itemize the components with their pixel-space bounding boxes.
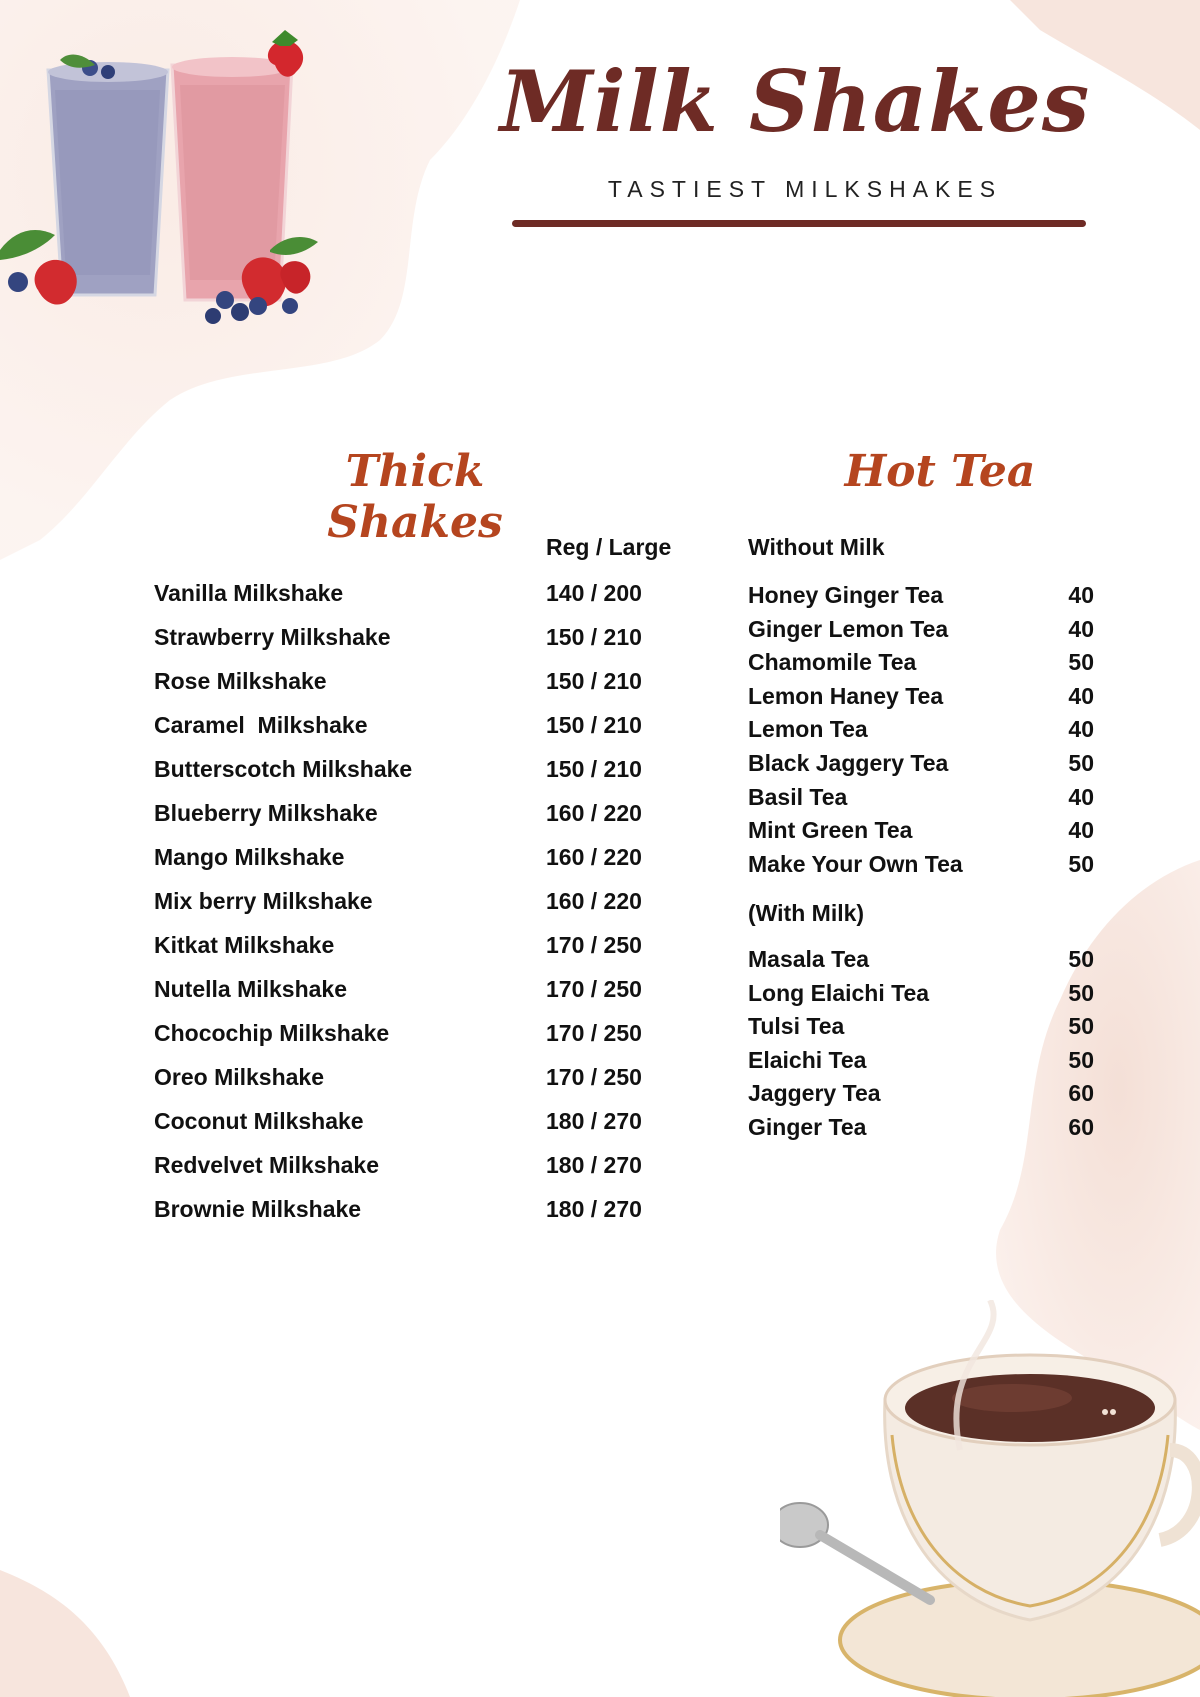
item-name: Black Jaggery Tea [748,749,949,776]
menu-item [748,980,1098,1014]
size-column-header: Reg / Large [546,534,672,560]
item-name: Strawberry Milkshake [154,624,391,650]
item-name: Long Elaichi Tea [748,979,930,1006]
menu-item [154,1020,694,1064]
page-title: Milk Shakes [499,52,1091,151]
menu-item [154,800,694,844]
item-name: Ginger Tea [748,1113,867,1140]
menu-item [154,932,694,976]
item-price: 40 [1068,716,1094,743]
item-price: 180 / 270 [546,1152,642,1178]
item-price: 170 / 250 [546,1020,642,1046]
without-milk-header: Without Milk [748,534,885,560]
menu-item [154,712,694,756]
item-name: Lemon Tea [748,716,868,743]
tea-cup-image [780,1300,1200,1697]
item-price: 40 [1068,783,1094,810]
item-price: 140 / 200 [546,580,642,606]
menu-item [748,784,1098,818]
item-price: 40 [1068,615,1094,642]
item-price: 40 [1068,582,1094,608]
item-name: Ginger Lemon Tea [748,615,949,642]
item-name: Mix berry Milkshake [154,888,373,914]
menu-item [748,616,1098,650]
item-price: 170 / 250 [546,976,642,1002]
item-name: Honey Ginger Tea [748,582,944,608]
menu-item [154,1064,694,1108]
page-subtitle: TASTIEST MILKSHAKES [607,176,1003,202]
item-name: Redvelvet Milkshake [154,1152,380,1178]
item-price: 40 [1068,817,1094,844]
menu-item [748,817,1098,851]
item-price: 50 [1068,850,1094,877]
menu-item [748,1013,1098,1047]
tea-without-milk-list [748,582,1098,884]
item-name: Mint Green Tea [748,817,913,844]
item-price: 180 / 270 [546,1196,642,1222]
tea-with-milk-list [748,946,1098,1148]
menu-item [154,844,694,888]
menu-item [748,750,1098,784]
item-name: Chocochip Milkshake [154,1020,390,1046]
item-price: 60 [1068,1113,1094,1140]
item-name: Jaggery Tea [748,1080,881,1107]
item-price: 150 / 210 [546,624,642,650]
menu-item [748,1080,1098,1114]
item-name: Kitkat Milkshake [154,932,335,958]
item-name: Lemon Haney Tea [748,682,944,709]
thick-shakes-title: Thick Shakes [327,446,503,548]
item-price: 50 [1068,749,1094,776]
menu-item [154,1108,694,1152]
menu-item [748,716,1098,750]
item-price: 40 [1068,682,1094,709]
item-price: 50 [1068,1013,1094,1040]
title-divider [512,220,1086,227]
item-price: 50 [1068,946,1094,972]
menu-item [748,851,1098,885]
menu-item [748,649,1098,683]
menu-item [154,624,694,668]
item-price: 150 / 210 [546,756,642,782]
item-price: 50 [1068,1046,1094,1073]
item-name: Mango Milkshake [154,844,345,870]
hot-tea-title: Hot Tea [844,446,1036,497]
thick-shakes-list [154,580,694,1240]
menu-item [154,1196,694,1240]
item-name: Tulsi Tea [748,1013,845,1040]
item-name: Butterscotch Milkshake [154,756,413,782]
item-price: 150 / 210 [546,668,642,694]
item-price: 170 / 250 [546,1064,642,1090]
menu-item [154,580,694,624]
menu-item [748,946,1098,980]
menu-item [748,1114,1098,1148]
item-name: Oreo Milkshake [154,1064,325,1090]
item-name: Basil Tea [748,783,848,810]
menu-item [154,976,694,1020]
item-price: 180 / 270 [546,1108,642,1134]
menu-item [154,1152,694,1196]
menu-item [748,1047,1098,1081]
milkshake-glasses-image [0,20,330,330]
item-price: 160 / 220 [546,844,642,870]
item-name: Coconut Milkshake [154,1108,364,1134]
item-price: 160 / 220 [546,888,642,914]
item-name: Blueberry Milkshake [154,800,378,826]
item-name: Masala Tea [748,946,870,972]
item-price: 50 [1068,649,1094,676]
item-name: Chamomile Tea [748,649,917,676]
menu-item [748,582,1098,616]
with-milk-header: (With Milk) [748,900,865,926]
item-price: 170 / 250 [546,932,642,958]
menu-item [154,888,694,932]
item-price: 60 [1068,1080,1094,1107]
item-name: Make Your Own Tea [748,850,963,877]
item-price: 150 / 210 [546,712,642,738]
item-name: Brownie Milkshake [154,1196,362,1222]
menu-item [748,683,1098,717]
item-price: 160 / 220 [546,800,642,826]
item-name: Elaichi Tea [748,1046,867,1073]
item-name: Rose Milkshake [154,668,327,694]
item-price: 50 [1068,979,1094,1006]
item-name: Vanilla Milkshake [154,580,344,606]
item-name: Nutella Milkshake [154,976,348,1002]
menu-item [154,668,694,712]
menu-item [154,756,694,800]
item-name: Caramel Milkshake [154,712,368,738]
